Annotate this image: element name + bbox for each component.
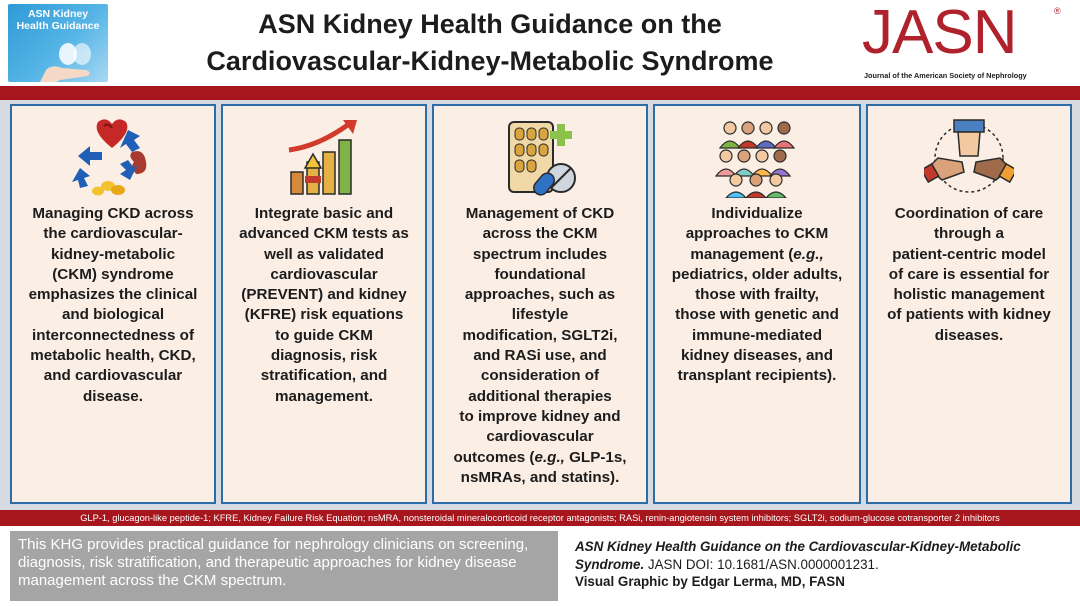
panel-2-line: (KFRE) risk equations [244,306,404,324]
panel-5-line: of care is essential for [888,265,1050,283]
outcomes-prefix: outcomes ( [453,448,535,466]
panel-3-line: consideration of [480,367,600,385]
panel-4-line: those with genetic and [675,306,839,324]
panel-1-line: disease. [83,387,143,405]
title-line-2: Cardiovascular-Kidney-Metabolic Syndrome [206,46,774,76]
registered-mark: ® [1054,6,1061,16]
panel-2-line: (PREVENT) and kidney [241,286,407,304]
panel-1-line: and cardiovascular [43,367,183,385]
asn-khg-badge [8,4,108,82]
panel-3-line: nsMRAs, and statins). [460,468,620,486]
panel-2-line: Integrate basic and [254,205,394,222]
journal-subtitle: Journal of the American Society of Nephrology [864,71,1027,80]
panel-ckm-tests [221,104,427,504]
diverse-people-group-icon [712,116,802,198]
panel-3-line: additional therapies [468,387,612,405]
panel-1-line: Managing CKD across [32,205,194,222]
panel-4-line: those with frailty, [695,286,819,304]
panel-coordination-of-care [866,104,1072,504]
panel-2-line: well as validated [264,245,384,263]
kidney-hand-icon [38,40,96,82]
panel-1-line: emphasizes the clinical [28,286,198,304]
risk-bar-chart-icon [279,116,369,198]
management-prefix: management ( [690,245,794,263]
panel-3-line: foundational [494,265,586,283]
panel-5-line: diseases. [934,326,1004,344]
panel-2-line: stratification, and [260,367,388,385]
panel-3-line: lifestyle [511,306,569,324]
citation [575,538,1075,591]
panel-1-line: the cardiovascular- [43,225,183,243]
panel-3-line: cardiovascular [486,428,594,446]
panel-5-line: Coordination of care [894,205,1044,222]
citation-doi: JASN DOI: 10.1681/ASN.0000001231. [644,556,879,572]
panel-2-line: advanced CKM tests as [239,225,409,243]
panel-1-line: and biological [61,306,165,324]
panel-3-line: approaches, such as [464,286,616,304]
panel-4-line: Individualize [711,205,803,222]
joined-hands-icon [924,116,1014,198]
panel-1-line: (CKM) syndrome [52,265,174,283]
panel-1-line: metabolic health, CKD, [30,347,196,365]
panel-3-line: to improve kidney and [459,407,621,425]
eg-italic: e.g., [793,245,824,263]
panel-ckm-syndrome [10,104,216,504]
panel-5-text [874,204,1064,346]
badge-line-1: ASN Kidney [27,8,89,20]
top-red-bar [0,86,1080,100]
panel-4-line: kidney diseases, and [681,347,833,365]
panel-2-line: diagnosis, risk [270,347,378,365]
panel-3-text [440,204,640,488]
outcomes-suffix: GLP-1s, [564,448,627,466]
panel-4-line: transplant recipients). [677,367,837,385]
panel-individualize [653,104,861,504]
panel-1-line: interconnectedness of [31,326,195,344]
title-line-1: ASN Kidney Health Guidance on the [258,9,722,39]
citation-title: ASN Kidney Health Guidance on the Cardiovascular-Kidney-Metabolic Syndrome. [575,539,1021,572]
pills-medication-icon [495,116,585,198]
panel-5-line: patient-centric model [892,245,1046,263]
panel-3-line: across the CKM [482,225,598,243]
panel-5-line: holistic management [893,286,1045,304]
abbreviations-bar: GLP-1, glucagon-like peptide-1; KFRE, Kidney Failure Risk Equation; nsMRA, nonsteroidal mineralocorticoid receptor antagonists; RASi, renin-angiotensin system inhibitors; SGLT2i, sodium-glucose cotransporter 2 inhibitors [0,510,1080,526]
badge-text [8,8,108,32]
panel-4-line-management [661,245,853,265]
panel-3-line: spectrum includes [472,245,608,263]
panel-4-text [661,204,853,387]
panel-5-line: through a [933,225,1005,243]
page-title [130,6,850,80]
panel-1-line: kidney-metabolic [50,245,176,263]
panel-3-line-outcomes [440,448,640,468]
panel-5-line: of patients with kidney [887,306,1051,324]
heart-kidney-cycle-icon [68,116,158,198]
panel-ckd-management [432,104,648,504]
panel-2-text [229,204,419,407]
panel-3-line: Management of CKD [465,205,615,222]
panel-1-text [18,204,208,407]
panel-4-line: pediatrics, older adults, [671,265,843,283]
panel-2-line: management. [275,387,373,405]
summary-box: This KHG provides practical guidance for nephrology clinicians on screening, diagnosis, risk stratification, and therapeutic approaches for kidney disease management across the CKM spectrum. [10,531,558,601]
panel-4-line: immune-mediated [692,326,822,344]
jasn-logo [862,0,1072,86]
citation-credit: Visual Graphic by Edgar Lerma, MD, FASN [575,574,845,589]
eg-italic: e.g., [534,448,565,466]
panel-3-line: modification, SGLT2i, [462,326,618,344]
panel-4-line: approaches to CKM [685,225,829,243]
panel-3-line: and RASi use, and [473,347,607,365]
panel-2-line: cardiovascular [270,265,378,283]
jasn-wordmark: JASN [862,0,1017,67]
panel-2-line: to guide CKM [275,326,373,344]
badge-line-2: Health Guidance [16,20,100,32]
